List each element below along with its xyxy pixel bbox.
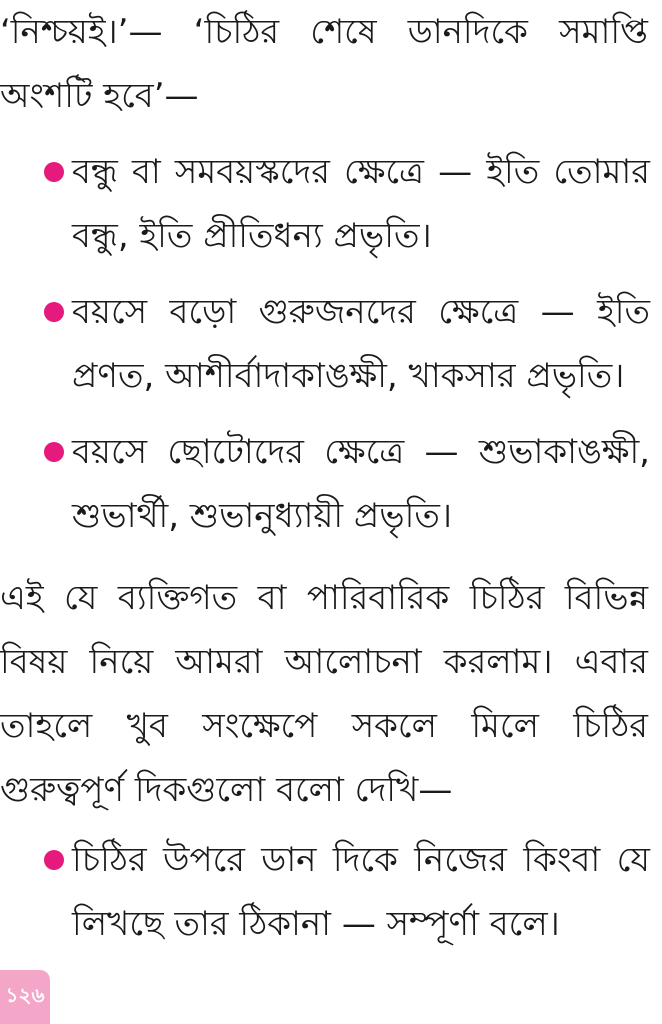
- bullet-dot-icon: [44, 850, 64, 870]
- page-number: ১২৬: [5, 982, 45, 1007]
- summary-paragraph: এই যে ব্যক্তিগত বা পারিবারিক চিঠির বিভিন্ন বিষয় নিয়ে আমরা আলোচনা করলাম। এবার তাহলে খুব সংক্ষেপে সকলে মিলে চিঠির গুরুত্বপূর্ণ দিকগুলো বলো দেখি—: [0, 578, 648, 810]
- list-item-text: বন্ধু বা সমবয়স্কদের ক্ষেত্রে — ইতি তোমার বন্ধু, ইতি প্রীতিধন্য প্রভৃতি।: [72, 152, 650, 256]
- bullet-dot-icon: [44, 442, 64, 462]
- list-item: [0, 828, 650, 956]
- bullet-dot-icon: [44, 302, 64, 322]
- list-item-text: চিঠির উপরে ডান দিকে নিজের কিংবা যে লিখছে তার ঠিকানা — সম্পূর্ণা বলে।: [72, 840, 650, 944]
- list-item: [0, 280, 650, 408]
- closing-formats-list: [0, 140, 660, 560]
- page-number-tab: [0, 970, 50, 1024]
- list-item: [0, 420, 650, 548]
- bullet-dot-icon: [44, 162, 64, 182]
- summary-list: [0, 828, 660, 968]
- intro-paragraph: ‘নিশ্চয়ই।’— ‘চিঠির শেষে ডানদিকে সমাপ্তি অংশটি হবে’—: [0, 12, 648, 116]
- list-item: [0, 140, 650, 268]
- list-item-text: বয়সে বড়ো গুরুজনদের ক্ষেত্রে — ইতি প্রণত, আশীর্বাদাকাঙক্ষী, খাকসার প্রভৃতি।: [72, 292, 650, 396]
- list-item-text: বয়সে ছোটোদের ক্ষেত্রে — শুভাকাঙক্ষী, শুভার্থী, শুভানুধ্যায়ী প্রভৃতি।: [72, 432, 650, 536]
